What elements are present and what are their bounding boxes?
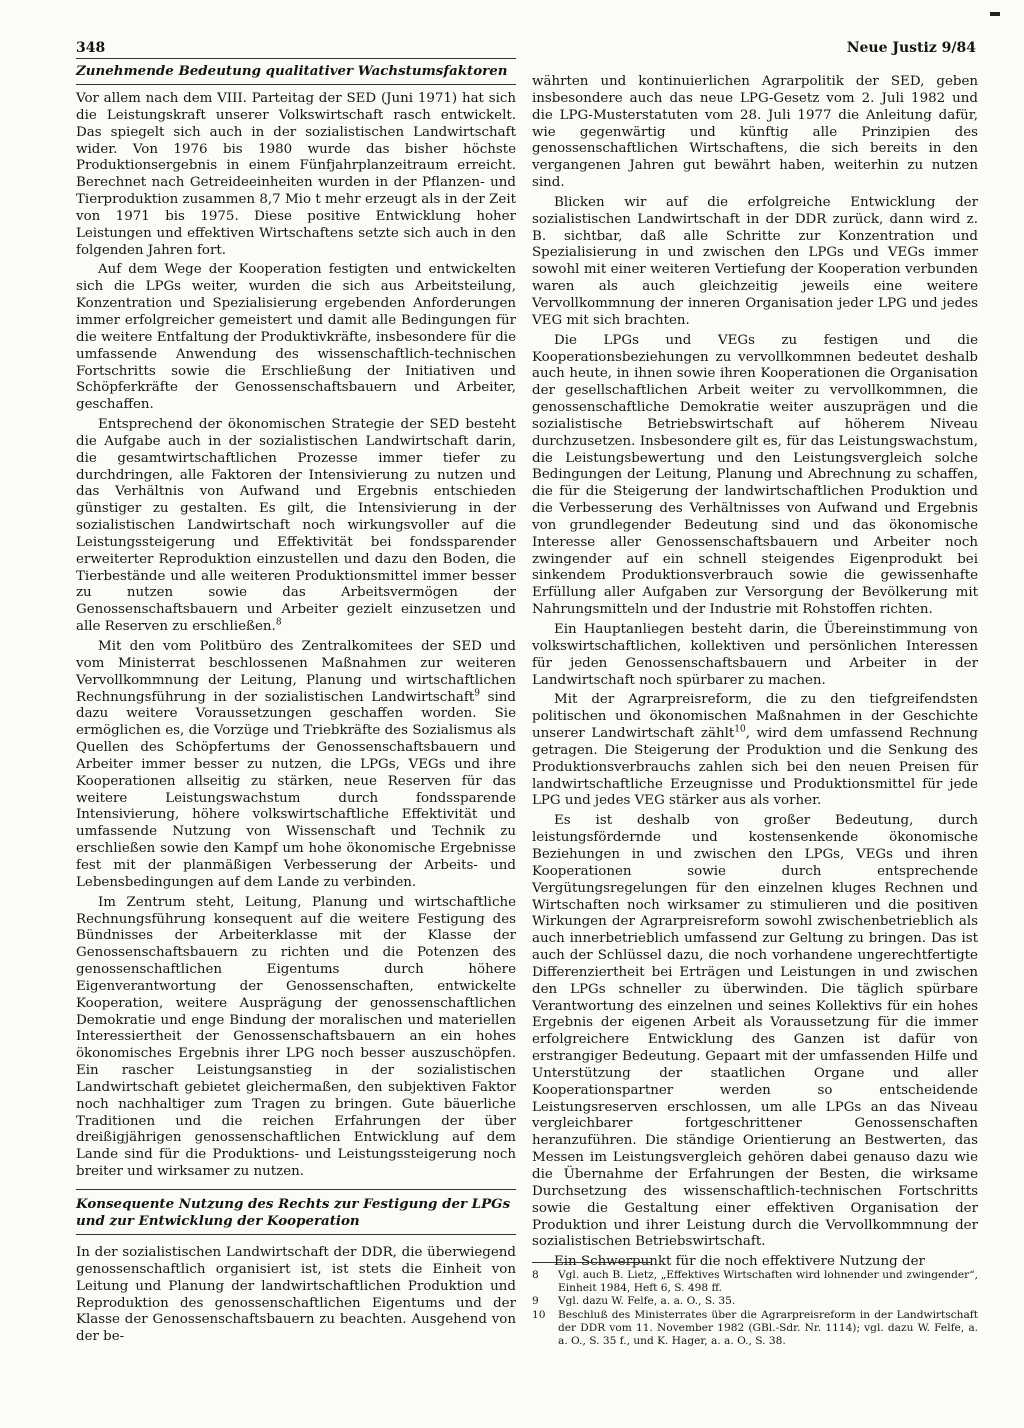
page-number: 348: [76, 40, 106, 56]
footnote-text: Beschluß des Ministerrates über die Agrarpreisreform in der Landwirtschaft der DDR vom 11. November 1982 (GBl.-Sdr. Nr. 1114); vgl. dazu W. Felfe, a. a. O., S. 35 f., und K. Hager, a. a. O., S. 38.: [558, 1308, 978, 1348]
heading-rule: [76, 58, 516, 59]
footnote-rule: [532, 1262, 652, 1263]
footnote-ref: 9: [474, 688, 480, 699]
heading-rule: [76, 1234, 516, 1235]
paragraph: In der sozialistischen Landwirtschaft der DDR, die überwiegend genossenschaftlich organisiert ist, ist stets die Einheit von Leitung und Planung der landwirtschaftlichen Produktion und Reproduktion des genossenschaftlichen Eigentums und der Klasse der Genossenschaftsbauern zu beachten. Ausgehend von der be-: [76, 1245, 516, 1345]
right-column: [532, 74, 978, 1274]
paragraph: Vor allem nach dem VIII. Parteitag der SED (Juni 1971) hat sich die Leistungskraft unserer Volkswirtschaft rasch entwickelt. Das spiegelt sich auch in der sozialistischen Landwirtschaft wider. Von 1976 bis 1980 wurde das bisher höchste Produktionsergebnis in einem Fünfjahrplanzeitraum erreicht. Berechnet nach Getreideeinheiten wurden in der Pflanzen- und Tierproduktion zusammen 8,7 Mio t mehr erzeugt als in der Zeit von 1971 bis 1975. Diese positive Entwicklung hoher Leistungen und effektiven Wirtschaftens setzte sich auch in den folgenden Jahren fort.: [76, 91, 516, 258]
left-column: [76, 58, 516, 1349]
footnote: [532, 1269, 978, 1295]
scan-mark: [990, 12, 1000, 16]
paragraph-text: Mit der Agrarpreisreform, die zu den tiefgreifendsten politischen und ökonomischen Maßnahmen in der Geschichte unserer Landwirtschaft zählt: [532, 692, 978, 742]
paragraph: Blicken wir auf die erfolgreiche Entwicklung der sozialistischen Landwirtschaft in der DDR zurück, dann wird z. B. sichtbar, daß alle Schritte zur Konzentration und Spezialisierung in und zwischen den LPGs und VEGs immer sowohl mit einer weiteren Vertiefung der Kooperation verbunden waren als auch gleichzeitig jeweils eine weitere Vervollkommnung der inneren Organisation jeder LPG und jedes VEG mit sich brachten.: [532, 194, 978, 328]
paragraph-text: Mit den vom Politbüro des Zentralkomitees der SED und vom Ministerrat beschlossenen Maßnahmen zur weiteren Vervollkommnung der Leitung, Planung und wirtschaftlichen Rechnungsführung in der sozialistischen Landwirtschaft: [76, 639, 516, 705]
paragraph-text: Entsprechend der ökonomischen Strategie der SED besteht die Aufgabe auch in der sozialistischen Landwirtschaft darin, die gesamtwirtschaftlichen Prozesse immer tiefer zu durchdringen, alle Faktoren der Intensivierung zu nutzen und das Verhältnis von Aufwand und Ergebnis entschieden günstiger zu gestalten. Es gilt, die Intensivierung in der sozialistischen Landwirtschaft noch wirkungsvoller auf die Leistungssteigerung und Effektivität bei fondssparender erweiterter Reproduktion einzustellen und dazu den Boden, die Tierbestände und alle weiteren Produktionsmittel immer besser zu nutzen sowie das Arbeitsvermögen der Genossenschaftsbauern und Arbeiter gezielt einzusetzen und alle Reserven zu erschließen.: [76, 417, 516, 635]
section-heading: Zunehmende Bedeutung qualitativer Wachstumsfaktoren: [76, 63, 508, 79]
paragraph: [76, 639, 516, 892]
footnote: [532, 1309, 978, 1349]
journal-issue: Neue Justiz 9/84: [846, 40, 976, 56]
footnote-text: Vgl. auch B. Lietz, „Effektives Wirtschaften wird lohnender und zwingender“, Einheit 1984, Heft 6, S. 498 ff.: [558, 1269, 978, 1295]
paragraph: Ein Hauptanliegen besteht darin, die Übereinstimmung von volkswirtschaftlichen, kollektiven und persönlichen Interessen für jeden Genossenschaftsbauern und Arbeiter in der Landwirtschaft noch spürbarer zu machen.: [532, 622, 978, 688]
footnote-number: 9: [532, 1295, 539, 1308]
paragraph: Es ist deshalb von großer Bedeutung, durch leistungsfördernde und kostensenkende ökonomische Beziehungen in und zwischen den LPGs, VEGs und ihren Kooperationen sowie durch entsprechende Vergütungsregelungen für den einzelnen kluges Rechnen und Wirtschaften noch wirksamer zu stimulieren und die positiven Wirkungen der Agrarpreisreform sowohl zwischenbetrieblich als auch innerbetrieblich umfassend zur Geltung zu bringen. Das ist auch der Schlüssel dazu, die noch vorhandene ungerechtfertigte Differenziertheit bei Erträgen und Leistungen in und zwischen den LPGs schneller zu überwinden. Die täglich spürbare Verantwortung des einzelnen und seines Kollektivs für ein hohes Ergebnis der eigenen Arbeit als Voraussetzung für die immer erfolgreichere Entwicklung des Ganzen ist dafür von erstrangiger Bedeutung. Gepaart mit der umfassenden Hilfe und Unterstützung der staatlichen Organe und aller Kooperationspartner werden so entscheidende Leistungsreserven erschlossen, um alle LPGs an das Niveau vergleichbarer fortgeschrittener Genossenschaften heranzuführen. Die ständige Orientierung an Bestwerten, das Messen im Leistungsvergleich gehören dabei genauso dazu wie die Übernahme der Erfahrungen der Besten, die wirksame Durchsetzung des wissenschaftlich-technischen Fortschritts sowie die Gestaltung einer effektiven Organisation der Produktion und ihrer Leistung durch die Vervollkommnung der sozialistischen Betriebswirtschaft.: [532, 813, 978, 1250]
paragraph: Die LPGs und VEGs zu festigen und die Kooperationsbeziehungen zu vervollkommnen bedeutet deshalb auch heute, in ihnen sowie ihren Kooperationen die Organisation der gesellschaftlichen Arbeit weiter zu vervollkommnen, die genossenschaftliche Demokratie weiter auszuprägen und die sozialistische Betriebswirtschaft auf höherem Niveau durchzusetzen. Insbesondere gilt es, für das Leistungswachstum, die Leistungsbewertung und den Leistungsvergleich solche Bedingungen der Leitung, Planung und Abrechnung zu schaffen, die für die Steigerung der landwirtschaftlichen Produktion und die Verbesserung des Verhältnisses von Aufwand und Ergebnis von grundlegender Bedeutung sind und das ökonomische Interesse aller Genossenschaftsbauern und Arbeiter noch zwingender auf ein schnell steigendes Eigenprodukt bei sinkendem Produktionsverbrauch sowie die gewissenhafte Erfüllung aller Aufgaben zur Versorgung der Bevölkerung mit Nahrungsmitteln und der Industrie mit Rohstoffen richten.: [532, 332, 978, 618]
footnotes: [532, 1262, 978, 1348]
footnote-number: 10: [532, 1308, 546, 1321]
footnote: [532, 1295, 978, 1308]
heading-rule: [76, 84, 516, 85]
section-heading: Konsequente Nutzung des Rechts zur Festigung der LPGs und zur Entwicklung der Kooperation: [76, 1196, 511, 1229]
paragraph: Im Zentrum steht, Leitung, Planung und wirtschaftliche Rechnungsführung konsequent auf die weitere Festigung des Bündnisses der Arbeiterklasse mit der Klasse der Genossenschaftsbauern zu richten und die Potenzen des genossenschaftlichen Eigentums durch höhere Eigenverantwortung der Genossenschaften, entwickelte Kooperation, weitere Ausprägung der genossenschaftlichen Demokratie und enge Bindung der moralischen und materiellen Interessiertheit der Genossenschaftsbauern an ein hohes ökonomisches Ergebnis ihrer LPG noch besser auszuschöpfen. Ein rascher Leistungsanstieg in der sozialistischen Landwirtschaft gebietet gleichermaßen, den subjektiven Faktor noch nachhaltiger zum Tragen zu bringen. Gute bäuerliche Traditionen und die reichen Erfahrungen der über dreißigjährigen genossenschaftlichen Entwicklung auf dem Lande sind für die Produktions- und Leistungssteigerung noch breiter und wirksamer zu nutzen.: [76, 894, 516, 1180]
footnote-text: Vgl. dazu W. Felfe, a. a. O., S. 35.: [558, 1295, 736, 1308]
paragraph: Ein Schwerpunkt für die noch effektivere Nutzung der: [554, 1254, 925, 1270]
paragraph-text: , wird dem umfassend Rechnung getragen. Die Steigerung der Produktion und die Senkung des Produktionsverbrauchs zahlen sich bei den neuen Preisen für landwirtschaftliche Erzeugnisse und Produktionsmittel für jede LPG und jedes VEG stärker aus als vorher.: [532, 726, 978, 809]
footnote-ref: 8: [275, 617, 282, 628]
paragraph: Auf dem Wege der Kooperation festigten und entwickelten sich die LPGs weiter, wurden die sich aus Arbeitsteilung, Konzentration und Spezialisierung ergebenden Anforderungen immer erfolgreicher gemeistert und damit alle Bedingungen für die weitere Entfaltung der Produktivkräfte, insbesondere für die umfassende Anwendung des wissenschaftlich-technischen Fortschritts sowie die Erschließung der Initiativen und Schöpferkräfte der Genossenschaftsbauern und Arbeiter, geschaffen.: [76, 262, 516, 413]
paragraph: währten und kontinuierlichen Agrarpolitik der SED, geben insbesondere auch das neue LPG-Gesetz vom 2. Juli 1982 und die LPG-Musterstatuten vom 28. Juli 1977 die Anleitung dafür, wie gegenwärtig und künftig alle Prinzipien des genossenschaftlichen Wirtschaftens, die sich bereits in den vergangenen Jahren gut bewährt haben, weiterhin zu nutzen sind.: [532, 74, 978, 191]
paragraph: [76, 417, 516, 636]
heading-rule: [76, 1189, 516, 1190]
footnote-number: 8: [532, 1269, 539, 1281]
paragraph: [532, 692, 978, 810]
paragraph-text: sind dazu weitere Voraussetzungen geschaffen worden. Sie ermöglichen es, die Vorzüge und Triebkräfte des Sozialismus als Quellen des Schöpfertums der Genossenschaftsbauern und Arbeiter immer besser zu nutzen, die LPGs, VEGs und ihre Kooperationen allseitig zu stärken, neue Reserven für das weitere Leistungswachstum durch fondssparende Intensivierung, höhere volkswirtschaftliche Effektivität und umfassende Nutzung von Wissenschaft und Technik zu erschließen sowie den Kampf um hohe ökonomische Ergebnisse fest mit der planmäßigen Verbesserung der Arbeits- und Lebensbedingungen auf dem Lande zu verbinden.: [76, 689, 516, 890]
footnote-ref: 10: [734, 724, 746, 735]
